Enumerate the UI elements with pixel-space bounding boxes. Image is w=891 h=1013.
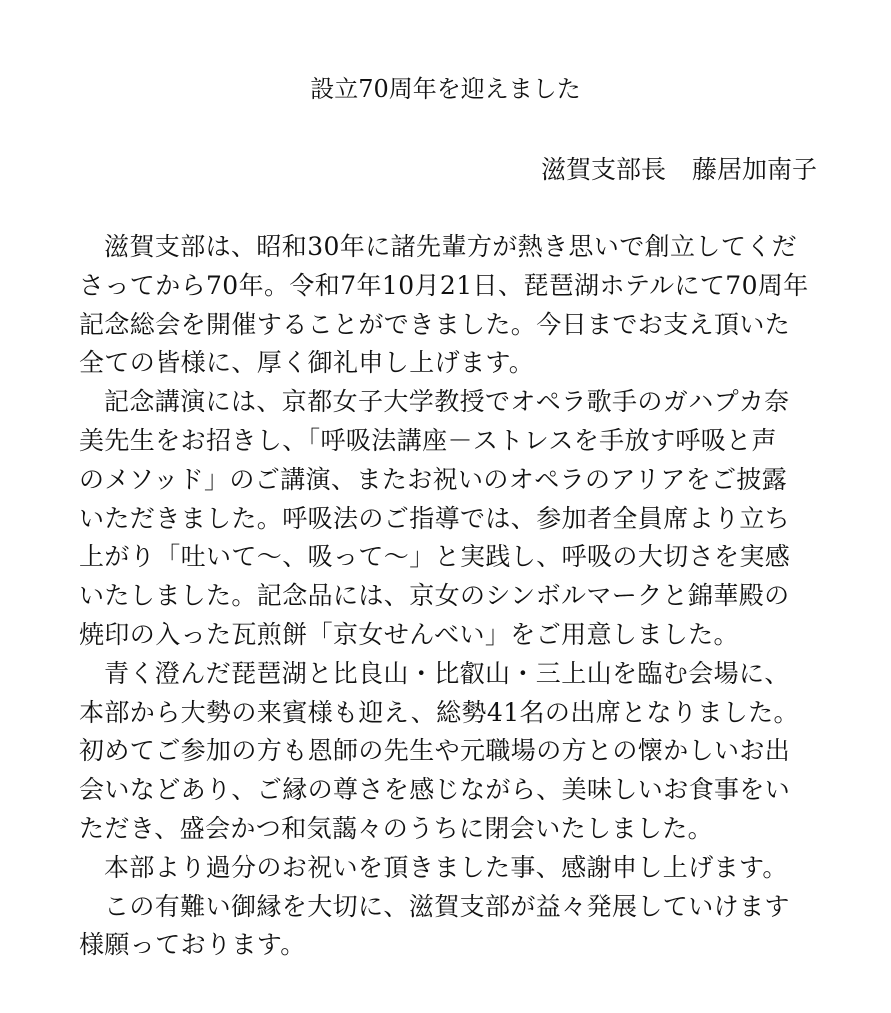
body-line: この有難い御縁を大切に、滋賀支部が益々発展していけます [104,891,790,921]
author-role: 滋賀支部長 [540,155,666,184]
body-line: 初めてご参加の方も恩師の先生や元職場の方との懐かしいお出 [79,736,791,766]
body-line: 記念総会を開催することができました。今日までお支え頂いた [79,309,791,339]
body-line: 滋賀支部は、昭和30年に諸先輩方が熱き思いで創立してくだ [104,232,798,261]
body-line: 本部より過分のお祝いを頂きました事、感謝申し上げます。 [104,852,788,882]
body-line: ただき、盛会かつ和気藹々のうちに閉会いたしました。 [79,813,714,843]
body-line: 記念講演には、京都女子大学教授でオペラ歌手のガハプカ奈 [104,387,790,417]
body-line: 上がり「吐いて～、吸って～」と実践し、呼吸の大切さを実感 [79,542,791,572]
body-line: 会いなどあり、ご縁の尊さを感じながら、美味しいお食事をい [79,775,791,805]
body-line: 美先生をお招きし、「呼吸法講座－ストレスを手放す呼吸と声 [79,425,777,455]
author-line [541,153,817,187]
body-line: のメソッド」のご講演、またお祝いのオペラのアリアをご披露 [79,464,788,494]
body-line: 本部から大勢の来賓様も迎え、総勢41名の出席となりました。 [79,697,799,727]
body-line: 全ての皆様に、厚く御礼申し上げます。 [79,348,535,378]
author-name: 藤居加南子 [691,155,817,184]
body-line: いたしました。記念品には、京女のシンボルマークと錦華殿の [79,581,790,611]
body-line: 様願っております。 [79,930,306,960]
body-line: 青く澄んだ琵琶湖と比良山・比叡山・三上山を臨む会場に、 [104,658,790,688]
body-line: いただきました。呼吸法のご指導では、参加者全員席より立ち [79,503,791,533]
body-line: 焼印の入った瓦煎餅「京女せんべい」をご用意しました。 [79,619,739,649]
article-body [79,228,819,965]
document-title: 設立70周年を迎えました [310,75,581,103]
body-line: さってから70年。令和7年10月21日、琵琶湖ホテルにて70周年 [79,270,809,300]
